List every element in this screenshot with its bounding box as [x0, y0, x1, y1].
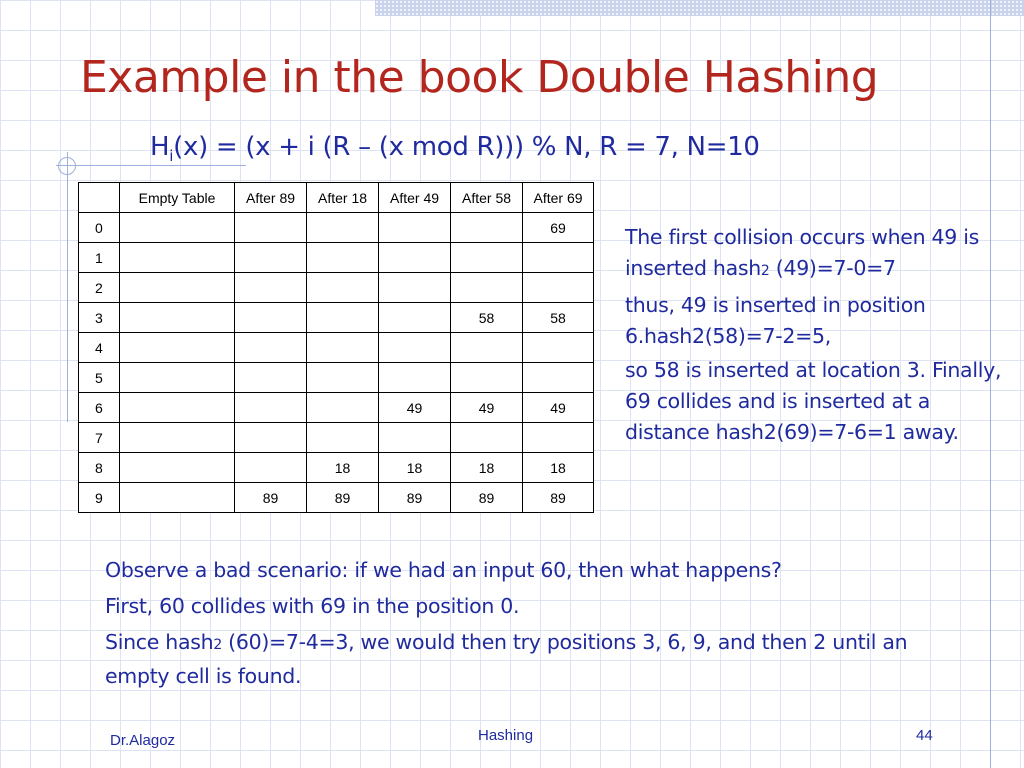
observation-line-3-small: 2 [213, 637, 222, 653]
table-cell [523, 363, 594, 393]
table-cell [379, 333, 451, 363]
table-cell [235, 423, 307, 453]
table-index-cell: 8 [79, 453, 120, 483]
table-cell [523, 273, 594, 303]
formula-subscript: i [169, 147, 174, 166]
table-cell [379, 273, 451, 303]
table-cell: 58 [523, 303, 594, 333]
table-cell [235, 243, 307, 273]
explanation-text [625, 222, 1005, 451]
table-row [79, 273, 594, 303]
table-cell [120, 453, 235, 483]
table-cell: 89 [379, 483, 451, 513]
table-header-cell: After 69 [523, 183, 594, 213]
table-cell [235, 393, 307, 423]
footer-author: Dr.Alagoz [110, 732, 176, 749]
slide-title: Example in the book Double Hashing [80, 52, 879, 103]
decorative-circle [58, 157, 76, 175]
table-cell [120, 363, 235, 393]
footer-page-number: 44 [916, 727, 933, 744]
table-cell: 69 [523, 213, 594, 243]
observation-line-1: Observe a bad scenario: if we had an input 60, then what happens? [105, 558, 782, 582]
table-cell [235, 273, 307, 303]
table-index-cell: 9 [79, 483, 120, 513]
table-cell [120, 423, 235, 453]
table-cell [451, 273, 523, 303]
table-header-cell: After 18 [307, 183, 379, 213]
explanation-p1-text: The first collision occurs when 49 is inserted hash [625, 225, 980, 280]
table-cell: 49 [451, 393, 523, 423]
table-cell: 18 [451, 453, 523, 483]
table-header-cell: Empty Table [120, 183, 235, 213]
table-row [79, 483, 594, 513]
table-header-row [79, 183, 594, 213]
table-cell [235, 303, 307, 333]
table-cell [307, 393, 379, 423]
table-cell: 89 [307, 483, 379, 513]
table-header-cell: After 89 [235, 183, 307, 213]
observation-line-3-text: Since hash [105, 630, 214, 654]
table-header-cell: After 58 [451, 183, 523, 213]
table-cell [379, 423, 451, 453]
table-cell [451, 363, 523, 393]
table-cell [307, 243, 379, 273]
table-cell [451, 423, 523, 453]
table-index-cell: 2 [79, 273, 120, 303]
explanation-p1-text-end: (49)=7-0=7 [769, 256, 896, 280]
table-cell [120, 213, 235, 243]
table-cell [379, 243, 451, 273]
double-hash-formula [150, 132, 760, 165]
table-row [79, 213, 594, 243]
table-cell [120, 483, 235, 513]
table-cell [523, 243, 594, 273]
table-cell [523, 333, 594, 363]
table-cell [120, 273, 235, 303]
table-row [79, 393, 594, 423]
footer-topic: Hashing [478, 727, 534, 744]
table-cell: 89 [523, 483, 594, 513]
table-index-cell: 0 [79, 213, 120, 243]
table-cell [307, 363, 379, 393]
table-cell [120, 243, 235, 273]
top-decorative-band [375, 0, 1024, 16]
table-row [79, 453, 594, 483]
table-cell [307, 423, 379, 453]
table-cell: 58 [451, 303, 523, 333]
table-cell [451, 213, 523, 243]
table-cell [235, 213, 307, 243]
table-cell [451, 333, 523, 363]
explanation-paragraph-3: so 58 is inserted at location 3. Finally, 69 collides and is inserted at a distance hash2(69)=7-6=1 away. [625, 358, 1002, 444]
table-cell [235, 453, 307, 483]
table-cell [235, 363, 307, 393]
table-index-cell: 1 [79, 243, 120, 273]
table-row [79, 303, 594, 333]
table-cell [379, 303, 451, 333]
table-index-cell: 5 [79, 363, 120, 393]
table-row [79, 333, 594, 363]
table-row [79, 423, 594, 453]
hash-table [78, 182, 594, 513]
table-index-cell: 6 [79, 393, 120, 423]
table-cell [307, 303, 379, 333]
table-row [79, 243, 594, 273]
observation-text [105, 555, 975, 697]
table-cell [235, 333, 307, 363]
table-cell: 89 [451, 483, 523, 513]
table-header-cell [79, 183, 120, 213]
table-index-cell: 4 [79, 333, 120, 363]
table-row [79, 363, 594, 393]
formula-h: H [150, 132, 170, 162]
table-cell: 18 [307, 453, 379, 483]
table-index-cell: 7 [79, 423, 120, 453]
table-cell [451, 243, 523, 273]
observation-line-2: First, 60 collides with 69 in the position 0. [105, 594, 520, 618]
observation-line-3 [105, 627, 975, 692]
table-cell [307, 273, 379, 303]
table-cell [120, 333, 235, 363]
explanation-paragraph-2: thus, 49 is inserted in position 6.hash2(58)=7-2=5, [625, 293, 926, 348]
observation-line-3-text-end: (60)=7-4=3, we would then try positions 3, 6, 9, and then 2 until an empty cell is found. [105, 630, 908, 688]
table-cell [307, 333, 379, 363]
table-cell [307, 213, 379, 243]
explanation-paragraph-1 [625, 222, 1005, 287]
explanation-p1-small: 2 [760, 263, 770, 279]
table-cell: 89 [235, 483, 307, 513]
table-header-cell: After 49 [379, 183, 451, 213]
table-cell: 18 [523, 453, 594, 483]
table-cell: 49 [523, 393, 594, 423]
table-cell: 49 [379, 393, 451, 423]
table-cell [120, 393, 235, 423]
table-cell [379, 363, 451, 393]
formula-rest: (x) = (x + i (R – (x mod R))) % N, R = 7, N=10 [173, 132, 760, 162]
table-index-cell: 3 [79, 303, 120, 333]
table-cell [523, 423, 594, 453]
table-cell [120, 303, 235, 333]
decorative-vertical-line [67, 152, 68, 422]
table-cell [379, 213, 451, 243]
table-cell: 18 [379, 453, 451, 483]
